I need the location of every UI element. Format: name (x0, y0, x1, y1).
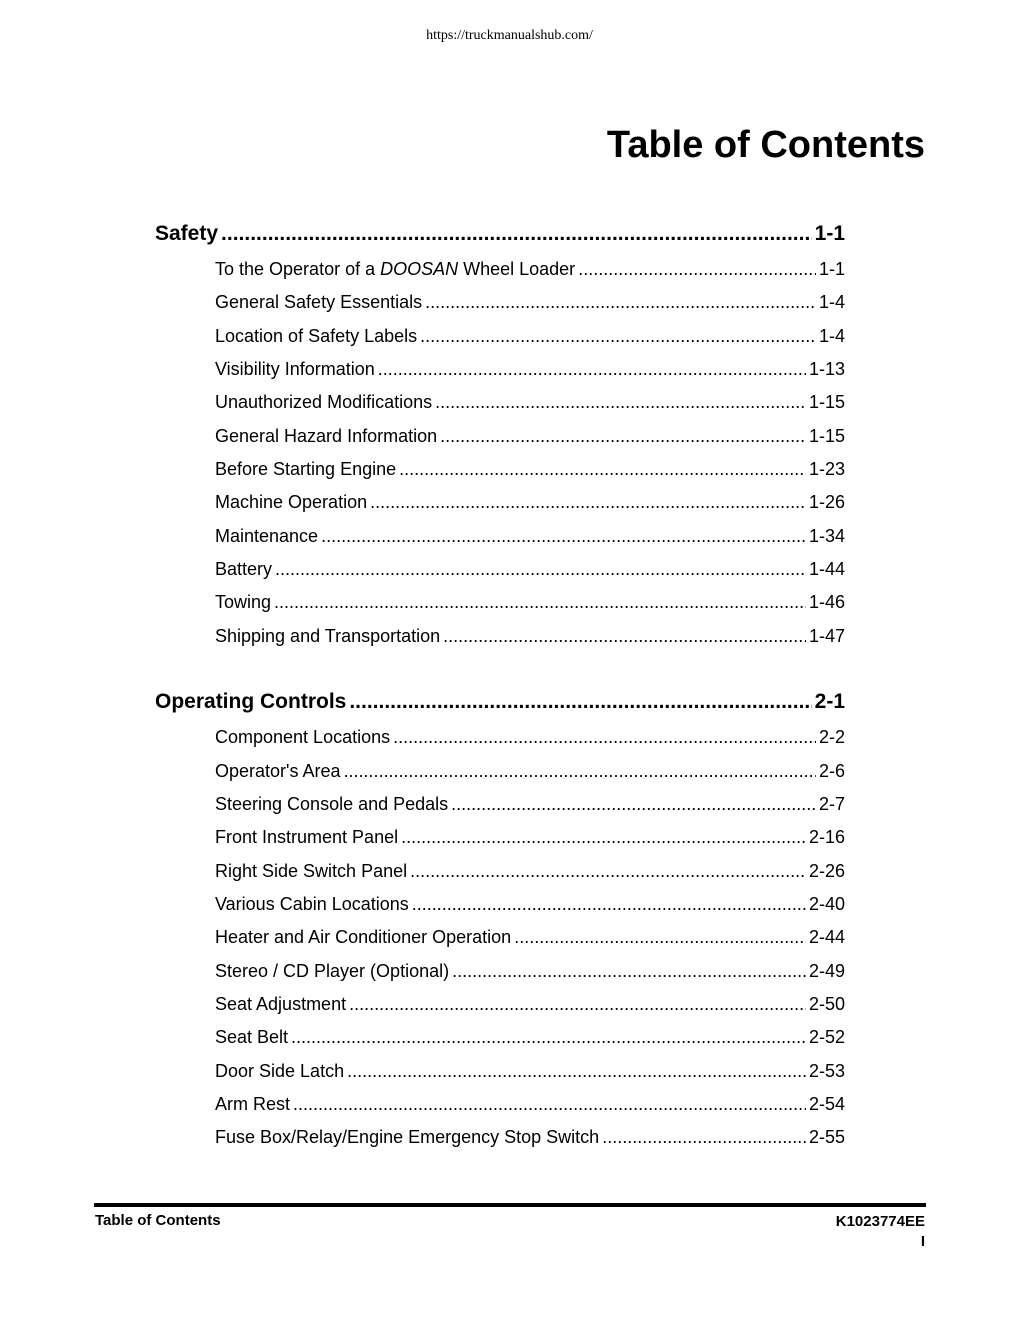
dot-leader (412, 894, 806, 915)
toc-entry-page: 2-44 (808, 927, 845, 947)
source-url: https://truckmanualshub.com/ (426, 28, 593, 43)
footer-doc-number: K1023774EE (835, 1213, 925, 1230)
toc-entry[interactable] (215, 1126, 845, 1148)
toc-entry-page: 2-54 (808, 1094, 845, 1114)
footer-page-number: I (920, 1233, 925, 1250)
toc-entry[interactable] (215, 325, 845, 347)
toc-entry[interactable] (215, 458, 845, 480)
dot-leader (349, 690, 811, 714)
toc-entry[interactable] (215, 1060, 845, 1082)
toc-entry-page: 1-15 (808, 392, 845, 412)
toc-section-safety[interactable] (155, 218, 845, 246)
toc-section-page: 2-1 (814, 690, 845, 713)
toc-entry-label: Unauthorized Modifications (215, 392, 433, 412)
toc-entry[interactable] (215, 591, 845, 613)
dot-leader (435, 392, 806, 413)
toc-entry-label: To the Operator of a DOOSAN Wheel Loader (215, 259, 576, 279)
toc-entry[interactable] (215, 425, 845, 447)
toc-entry[interactable] (215, 893, 845, 915)
toc-entry-label: Stereo / CD Player (Optional) (215, 961, 450, 981)
toc-entry[interactable] (215, 525, 845, 547)
toc-entry-label: Component Locations (215, 727, 391, 747)
toc-entry-page: 1-46 (808, 592, 845, 612)
dot-leader (410, 861, 806, 882)
toc-entry-label: Right Side Switch Panel (215, 861, 408, 881)
toc-entry-page: 2-2 (818, 727, 845, 747)
toc-entry[interactable] (215, 1026, 845, 1048)
toc-section-operating-controls[interactable] (155, 686, 845, 714)
toc-entry-page: 1-4 (818, 326, 845, 346)
dot-leader (602, 1127, 806, 1148)
dot-leader (291, 1027, 806, 1048)
dot-leader (321, 526, 806, 547)
toc-section-label: Safety (155, 222, 219, 245)
toc-entry-page: 1-1 (818, 259, 845, 279)
toc-entry-label: General Safety Essentials (215, 292, 423, 312)
toc-entry[interactable] (215, 625, 845, 647)
footer-rule (94, 1203, 926, 1207)
dot-leader (221, 222, 812, 246)
toc-entry-page: 2-16 (808, 827, 845, 847)
toc-entry-label: Seat Belt (215, 1027, 289, 1047)
dot-leader (293, 1094, 806, 1115)
dot-leader (452, 961, 806, 982)
footer-doc-info (836, 1212, 925, 1252)
toc-entry-label: Location of Safety Labels (215, 326, 418, 346)
toc-entry-label: Visibility Information (215, 359, 375, 379)
toc-entry[interactable] (215, 258, 845, 280)
toc-entry-label: Battery (215, 559, 273, 579)
toc-entry-page: 2-40 (808, 894, 845, 914)
toc-entry-label: Arm Rest (215, 1094, 291, 1114)
toc-entry-page: 2-26 (808, 861, 845, 881)
toc-entry[interactable] (215, 291, 845, 313)
footer-section-title: Table of Contents (95, 1212, 221, 1229)
toc-section-page: 1-1 (814, 222, 845, 245)
toc-entry-page: 1-13 (808, 359, 845, 379)
dot-leader (420, 326, 816, 347)
toc-entry-page: 1-15 (808, 426, 845, 446)
toc-entry-label: Operator's Area (215, 761, 341, 781)
page-title: Table of Contents (606, 124, 925, 166)
toc-entry[interactable] (215, 1093, 845, 1115)
toc-entry-page: 2-52 (808, 1027, 845, 1047)
dot-leader (578, 259, 816, 280)
dot-leader (393, 727, 816, 748)
toc-entry-page: 2-49 (808, 961, 845, 981)
toc-entry-label: Seat Adjustment (215, 994, 347, 1014)
toc-entry[interactable] (215, 926, 845, 948)
toc-entry[interactable] (215, 826, 845, 848)
toc-entry-page: 1-34 (808, 526, 845, 546)
toc-entry[interactable] (215, 358, 845, 380)
toc-entry-page: 1-26 (808, 492, 845, 512)
dot-leader (399, 459, 806, 480)
toc-entry-page: 2-7 (818, 794, 845, 814)
toc-entry[interactable] (215, 391, 845, 413)
dot-leader (425, 292, 816, 313)
toc-entry-label: Door Side Latch (215, 1061, 345, 1081)
toc-entry[interactable] (215, 558, 845, 580)
toc-entry-page: 2-6 (818, 761, 845, 781)
toc-entry[interactable] (215, 960, 845, 982)
toc-section-label: Operating Controls (155, 690, 347, 713)
toc-entry[interactable] (215, 793, 845, 815)
toc-entry-page: 2-50 (808, 994, 845, 1014)
toc-entry[interactable] (215, 726, 845, 748)
brand-name: DOOSAN (380, 259, 459, 279)
dot-leader (349, 994, 806, 1015)
toc-entry-label: Steering Console and Pedals (215, 794, 449, 814)
dot-leader (274, 592, 806, 613)
toc-entry-page: 1-23 (808, 459, 845, 479)
toc-entry[interactable] (215, 760, 845, 782)
dot-leader (370, 492, 806, 513)
toc-entry[interactable] (215, 860, 845, 882)
toc-entry-page: 2-55 (808, 1127, 845, 1147)
toc-entry-page: 1-4 (818, 292, 845, 312)
dot-leader (440, 426, 806, 447)
toc-entry-label: Before Starting Engine (215, 459, 397, 479)
toc-entry-label: General Hazard Information (215, 426, 438, 446)
toc-entry-page: 1-47 (808, 626, 845, 646)
dot-leader (275, 559, 806, 580)
toc-entry-label: Fuse Box/Relay/Engine Emergency Stop Switch (215, 1127, 600, 1147)
toc-entry-page: 2-53 (808, 1061, 845, 1081)
toc-entry-label: Heater and Air Conditioner Operation (215, 927, 512, 947)
dot-leader (451, 794, 816, 815)
toc-entry-label: Towing (215, 592, 272, 612)
toc-entry-page: 1-44 (808, 559, 845, 579)
toc-entry-label: Various Cabin Locations (215, 894, 409, 914)
toc-entry-label: Maintenance (215, 526, 319, 546)
dot-leader (344, 761, 816, 782)
dot-leader (514, 927, 806, 948)
dot-leader (378, 359, 806, 380)
toc-entry-label: Front Instrument Panel (215, 827, 399, 847)
dot-leader (401, 827, 806, 848)
toc-entry[interactable] (215, 993, 845, 1015)
toc-entry[interactable] (215, 491, 845, 513)
dot-leader (347, 1061, 806, 1082)
toc-entry-label: Machine Operation (215, 492, 368, 512)
toc-entry-label: Shipping and Transportation (215, 626, 441, 646)
dot-leader (443, 626, 806, 647)
